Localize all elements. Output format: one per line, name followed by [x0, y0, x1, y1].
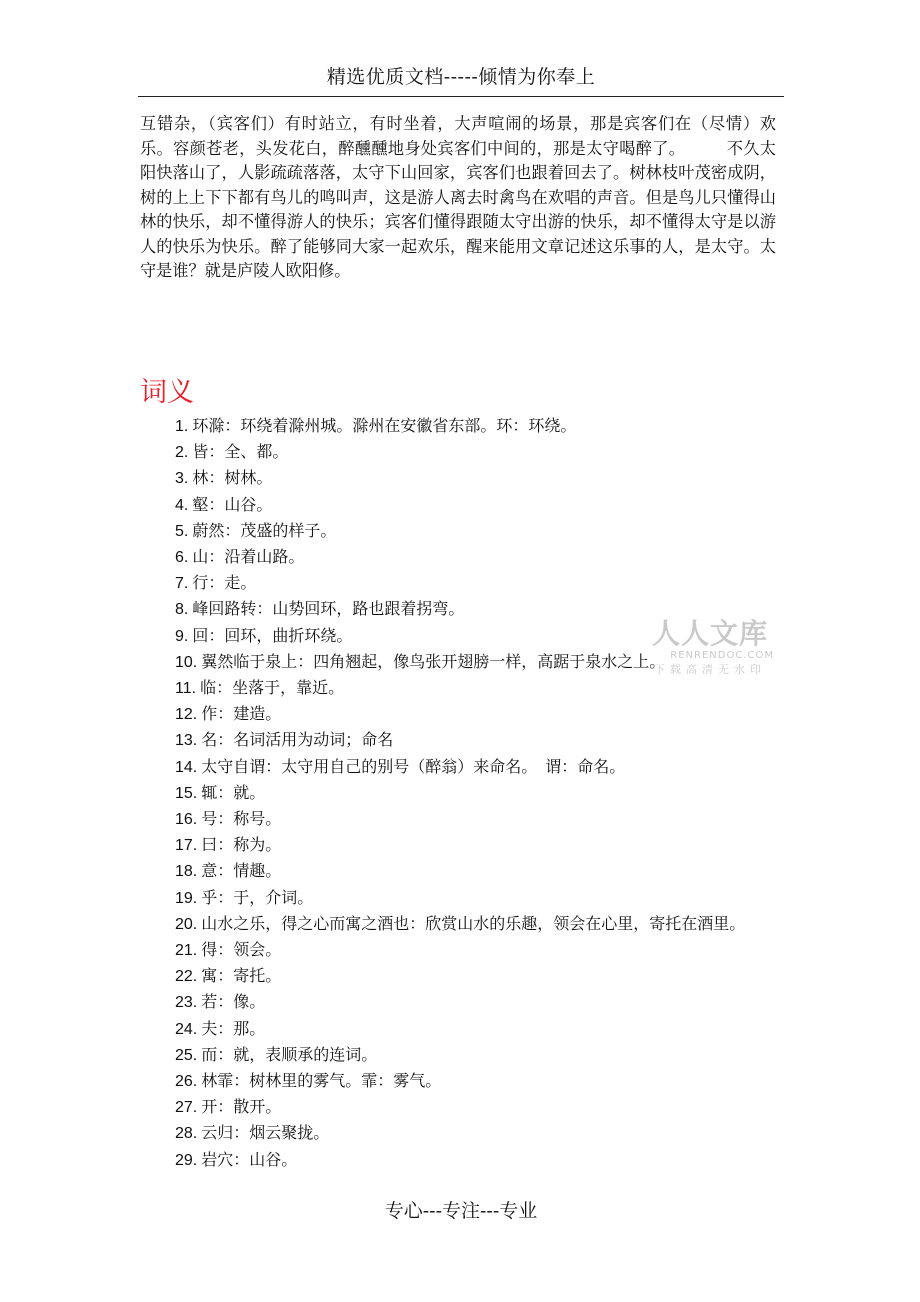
glossary-item-number: 20. [175, 915, 198, 933]
glossary-item-text: 山水之乐，得之心而寓之酒也：欣赏山水的乐趣，领会在心里，寄托在酒里。 [201, 913, 746, 933]
glossary-item-number: 6. [175, 549, 189, 567]
glossary-item-number: 4. [175, 496, 189, 514]
glossary-item-number: 24. [175, 1020, 198, 1038]
glossary-item-text: 得：领会。 [201, 940, 282, 960]
glossary-item-number: 27. [175, 1099, 198, 1117]
page-header: 精选优质文档-----倾情为你奉上 [326, 66, 596, 88]
glossary-item-number: 7. [175, 575, 189, 593]
glossary-item [140, 727, 780, 753]
header-divider [138, 96, 784, 97]
glossary-item-number: 3. [175, 470, 189, 488]
glossary-item [140, 439, 780, 465]
glossary-item [140, 518, 780, 544]
glossary-item [140, 1147, 780, 1173]
glossary-item-text: 乎：于，介词。 [201, 887, 314, 907]
glossary-item-number: 19. [175, 889, 198, 907]
glossary-item [140, 911, 780, 937]
glossary-item-text: 皆：全、都。 [192, 442, 289, 462]
glossary-item-text: 翼然临于泉上：四角翘起，像鸟张开翅膀一样，高踞于泉水之上。 [201, 651, 666, 671]
glossary-item [140, 832, 780, 858]
glossary-item-text: 太守自谓：太守用自己的别号（醉翁）来命名。 谓：命名。 [201, 756, 626, 776]
glossary-item-text: 峰回路转：山势回环，路也跟着拐弯。 [192, 599, 465, 619]
glossary-item-text: 作：建造。 [201, 704, 282, 724]
glossary-item-number: 15. [175, 784, 198, 802]
glossary-item-text: 临：坐落于，靠近。 [200, 678, 345, 698]
glossary-item-number: 25. [175, 1046, 198, 1064]
glossary-item-number: 17. [175, 837, 198, 855]
glossary-item [140, 754, 780, 780]
glossary-item [140, 701, 780, 727]
glossary-item-number: 28. [175, 1125, 198, 1143]
glossary-item-number: 14. [175, 758, 198, 776]
glossary-item-number: 8. [175, 601, 189, 619]
glossary-item-text: 号：称号。 [201, 809, 282, 829]
glossary-item-number: 1. [175, 418, 189, 435]
glossary-item-number: 21. [175, 942, 198, 960]
glossary-item [140, 675, 780, 701]
glossary-item-number: 29. [175, 1151, 198, 1169]
glossary-item-text: 辄：就。 [201, 782, 266, 802]
glossary-item-number: 16. [175, 811, 198, 829]
glossary-item-text: 意：情趣。 [201, 861, 282, 881]
glossary-item-text: 蔚然：茂盛的样子。 [192, 520, 337, 540]
glossary-item-number: 12. [175, 706, 198, 724]
glossary-item-number: 13. [175, 732, 198, 750]
glossary-item-text: 行：走。 [192, 573, 257, 593]
glossary-item-text: 若：像。 [201, 992, 266, 1012]
glossary-item [140, 1068, 780, 1094]
glossary-item [140, 1094, 780, 1120]
glossary-item-number: 9. [175, 627, 189, 645]
glossary-item-number: 11. [175, 680, 197, 698]
glossary-item [140, 963, 780, 989]
glossary-item-text: 云归：烟云聚拢。 [201, 1123, 330, 1143]
glossary-item-text: 林霏：树林里的雾气。霏：雾气。 [201, 1071, 442, 1091]
glossary-item [140, 1016, 780, 1042]
glossary-item-text: 回：回环，曲折环绕。 [192, 625, 353, 645]
glossary-item-number: 18. [175, 863, 198, 881]
glossary-list [140, 413, 780, 1173]
glossary-item [140, 858, 780, 884]
glossary-item-number: 5. [175, 522, 189, 540]
glossary-item-text: 岩穴：山谷。 [201, 1149, 298, 1169]
glossary-item [140, 1042, 780, 1068]
glossary-item [140, 413, 780, 439]
translation-text: 互错杂，（宾客们）有时站立，有时坐着，大声喧闹的场景，那是宾客们在（尽情）欢乐。容颜苍老，头发花白，醉醺醺地身处宾客们中间的，那是太守喝醉了。 不久太阳快落山了，人影疏疏落落，太守下山回家，宾客们也跟着回去了。树林枝叶茂密成阴，树的上上下下都有鸟儿的鸣叫声，这是游人离去时禽鸟在欢唱的声音。但是鸟儿只懂得山林的快乐，却不懂得游人的快乐；宾客们懂得跟随太守出游的快乐，却不懂得太守是以游人的快乐为快乐。醉了能够同大家一起欢乐，醒来能用文章记述这乐事的人，是太守。太守是谁？就是庐陵人欧阳修。 [140, 114, 776, 280]
section-title: 词义 [140, 377, 194, 408]
glossary-item [140, 885, 780, 911]
glossary-item-text: 寓：寄托。 [201, 966, 282, 986]
glossary-item [140, 780, 780, 806]
watermark [646, 618, 774, 678]
page-footer: 专心---专注---专业 [384, 1200, 538, 1222]
glossary-item [140, 806, 780, 832]
glossary-item [140, 544, 780, 570]
glossary-item-text: 林：树林。 [192, 468, 273, 488]
glossary-item-text: 山：沿着山路。 [192, 547, 305, 567]
watermark-subtitle: 下载高清无水印 [654, 663, 766, 676]
glossary-item [140, 989, 780, 1015]
glossary-item-number: 10. [175, 653, 198, 671]
glossary-item [140, 1120, 780, 1146]
glossary-item-text: 曰：称为。 [201, 835, 282, 855]
glossary-item-number: 23. [175, 994, 198, 1012]
glossary-item-text: 而：就，表顺承的连词。 [201, 1044, 378, 1064]
glossary-item [140, 570, 780, 596]
glossary-item-text: 壑：山谷。 [192, 494, 273, 514]
glossary-item-text: 开：散开。 [201, 1097, 282, 1117]
translation-paragraph [140, 112, 776, 284]
glossary-item-text: 夫：那。 [201, 1018, 266, 1038]
watermark-url: RENRENDOC.COM [670, 650, 774, 661]
glossary-item [140, 937, 780, 963]
glossary-item-number: 2. [175, 444, 189, 462]
glossary-item-text: 名：名词活用为动词；命名 [201, 730, 394, 750]
glossary-item [140, 492, 780, 518]
watermark-logo: 人人文库 [651, 617, 768, 650]
glossary-item-number: 22. [175, 968, 198, 986]
glossary-item-number: 26. [175, 1073, 198, 1091]
glossary-item [140, 465, 780, 491]
glossary-item-text: 环滁：环绕着滁州城。滁州在安徽省东部。环：环绕。 [192, 416, 577, 435]
